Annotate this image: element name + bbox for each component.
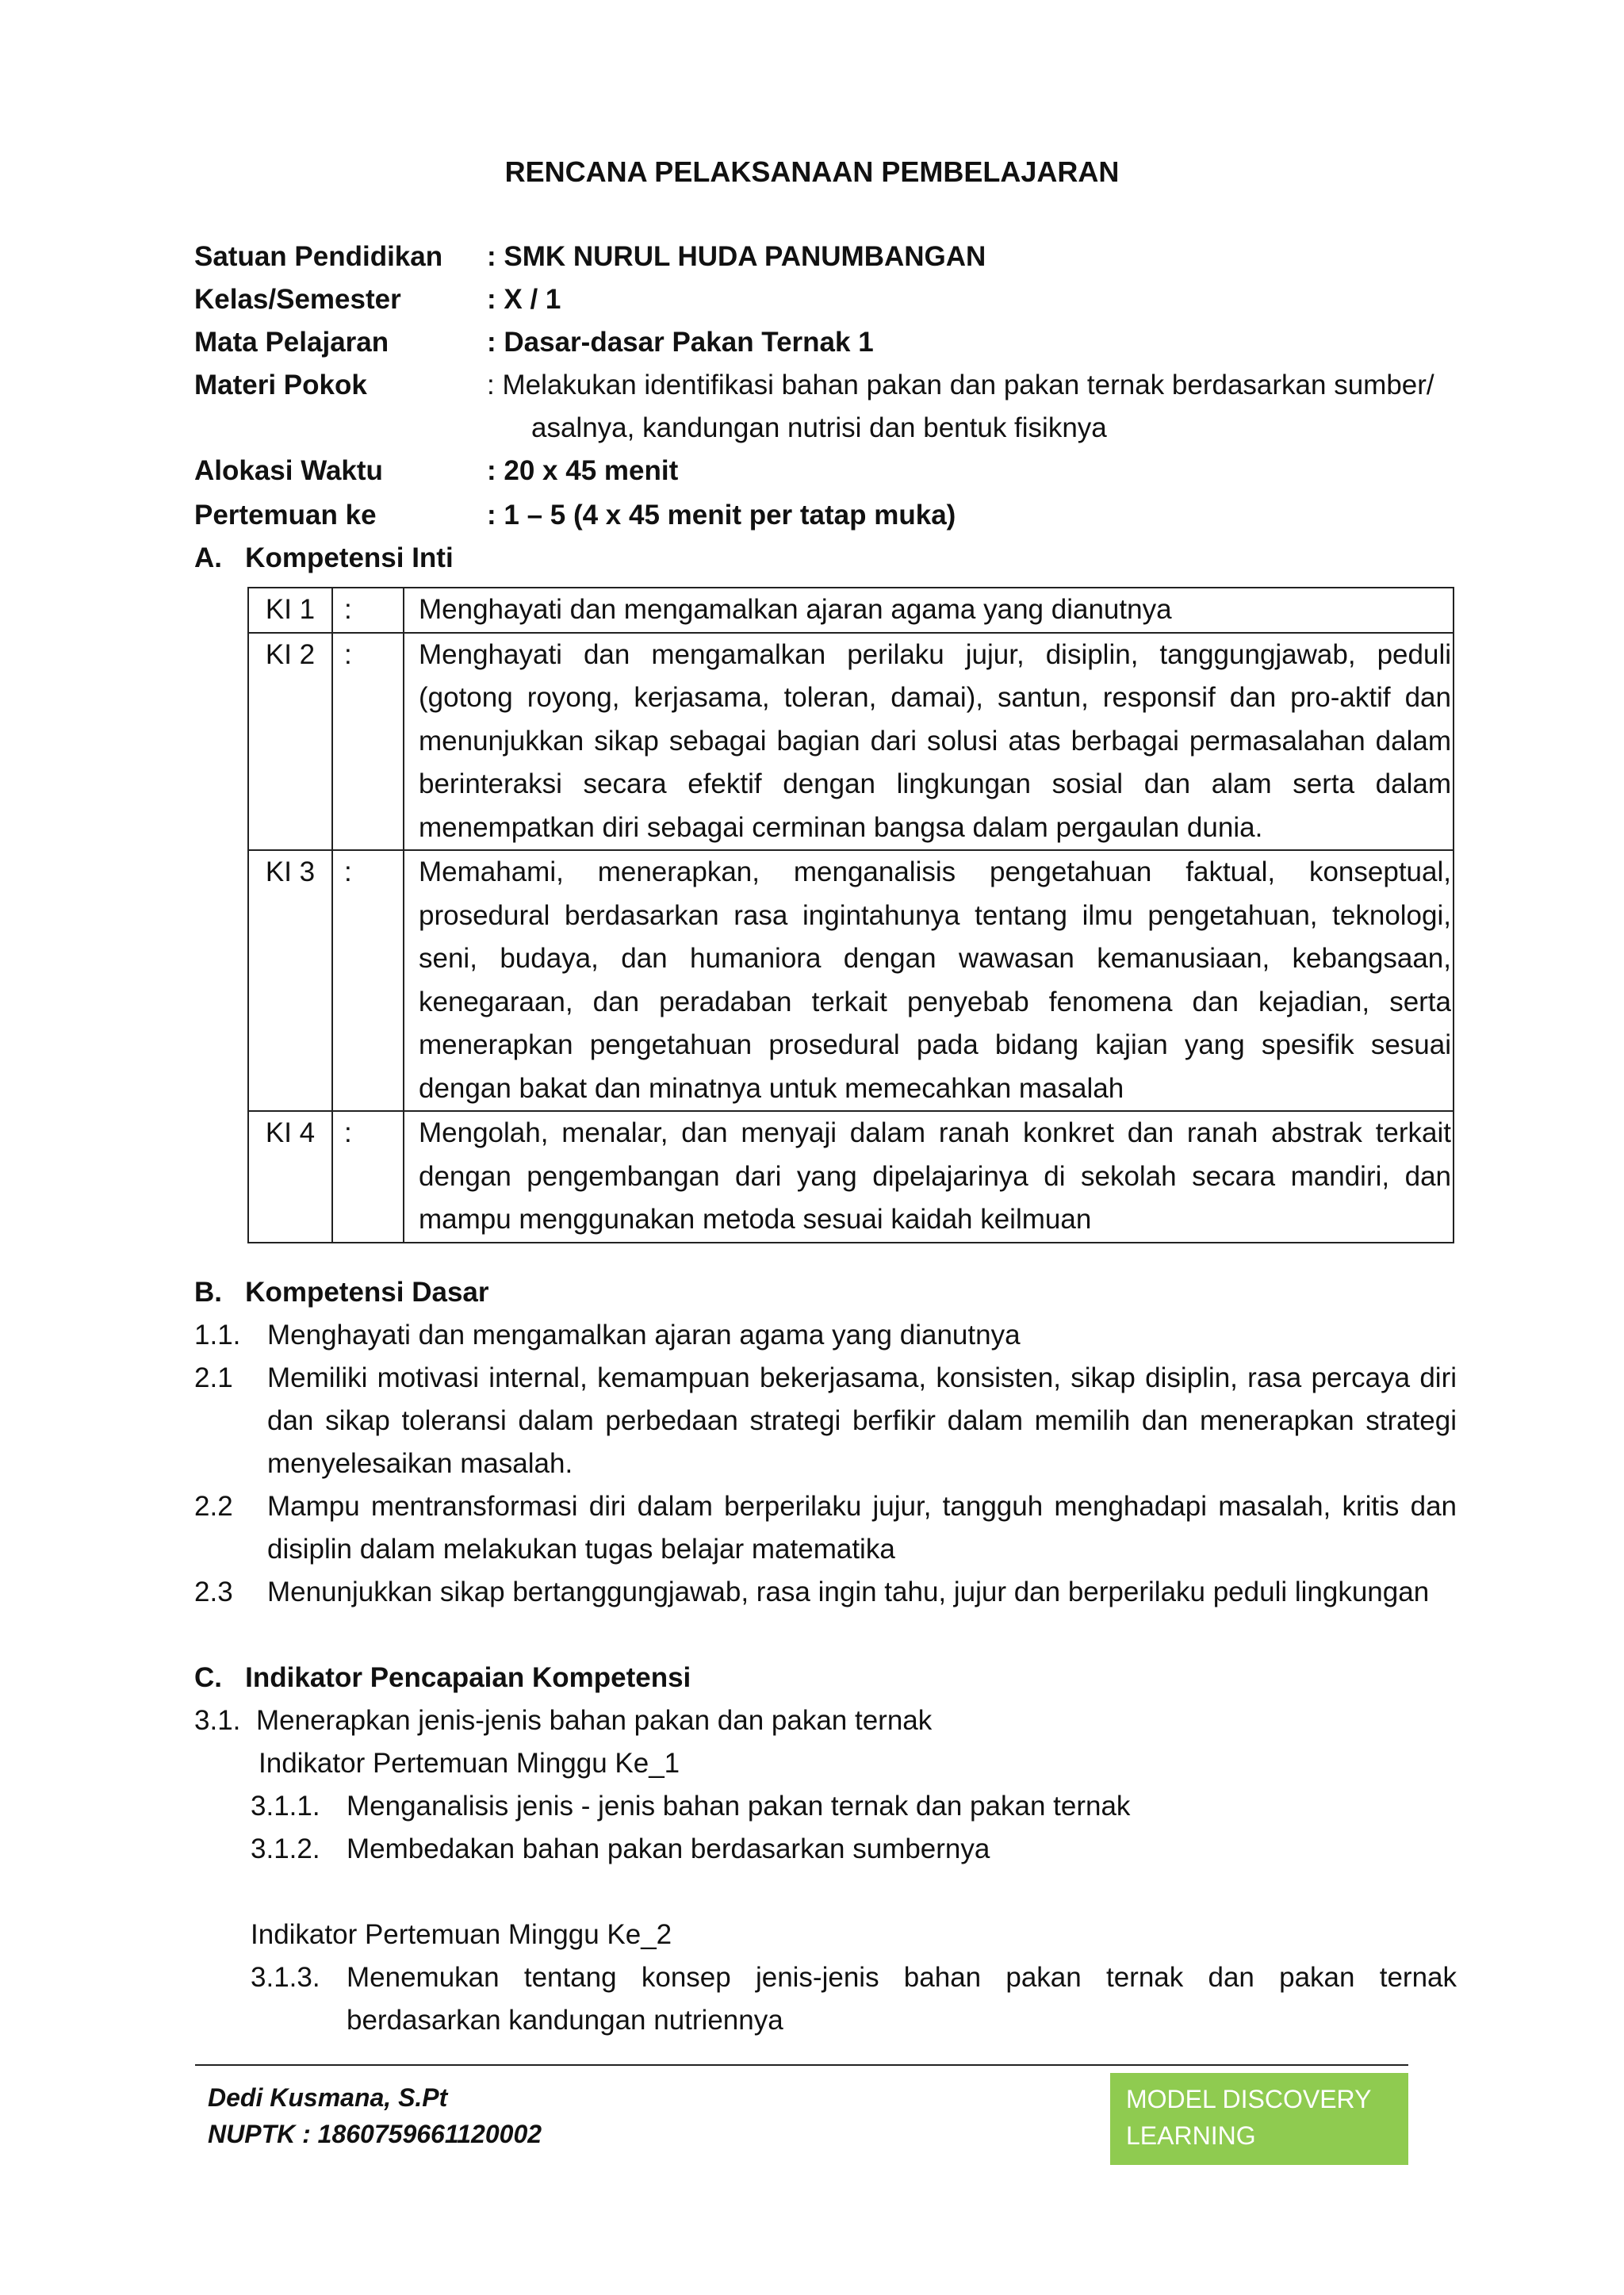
ki-sep: : — [332, 850, 404, 1111]
label-alokasi-waktu: Alokasi Waktu — [194, 455, 383, 486]
ki-code: KI 4 — [248, 1111, 332, 1243]
week1-label: Indikator Pertemuan Minggu Ke_1 — [259, 1748, 680, 1779]
ki-table — [247, 587, 1454, 1243]
table-row — [248, 850, 1454, 1111]
ki-text: Menghayati dan mengamalkan ajaran agama yang dianutnya — [404, 588, 1454, 633]
sub-indicator-text: Membedakan bahan pakan berdasarkan sumbernya — [347, 1833, 990, 1864]
label-materi-pokok: Materi Pokok — [194, 370, 367, 400]
model-badge — [1110, 2073, 1408, 2165]
ki-sep: : — [332, 633, 404, 851]
value-mata-pelajaran: : Dasar-dasar Pakan Ternak 1 — [487, 327, 874, 358]
sub-indicator-number: 3.1.1. — [251, 1791, 320, 1822]
model-badge-line2: LEARNING — [1126, 2121, 1256, 2150]
sub-indicator-text: Menemukan tentang konsep jenis-jenis bahan pakan ternak dan pakan ternak berdasarkan kandungan nutriennya — [347, 1962, 1457, 2036]
week2-label: Indikator Pertemuan Minggu Ke_2 — [251, 1919, 672, 1950]
ki-text: Menghayati dan mengamalkan perilaku jujur, disiplin, tanggungjawab, peduli (gotong royong, kerjasama, toleran, damai), santun, responsif dan pro-aktif dan menunjukkan sikap sebagai bagian dari solusi atas berbagai permasalahan dalam berinteraksi secara efektif dengan lingkungan sosial dan alam serta dalam menempatkan diri sebagai cerminan bangsa dalam pergaulan dunia. — [404, 633, 1454, 851]
section-c-heading: C. Indikator Pencapaian Kompetensi — [194, 1662, 691, 1693]
kd-text: Menghayati dan mengamalkan ajaran agama yang dianutnya — [267, 1320, 1021, 1351]
value-alokasi-waktu: : 20 x 45 menit — [487, 455, 679, 486]
ki-sep: : — [332, 588, 404, 633]
sub-indicator-number: 3.1.2. — [251, 1833, 320, 1864]
kd-number: 2.3 — [194, 1577, 233, 1607]
kd-number: 2.1 — [194, 1362, 233, 1393]
table-row — [248, 633, 1454, 851]
ki-sep: : — [332, 1111, 404, 1243]
kd-number: 1.1. — [194, 1320, 241, 1351]
model-badge-line1: MODEL DISCOVERY — [1126, 2085, 1372, 2113]
footer-divider — [195, 2064, 1408, 2066]
label-pertemuan-ke: Pertemuan ke — [194, 500, 377, 531]
kd-text: Mampu mentransformasi diri dalam berperilaku jujur, tangguh menghadapi masalah, kritis dan disiplin dalam melakukan tugas belajar matematika — [267, 1491, 1457, 1565]
value-satuan-pendidikan: : SMK NURUL HUDA PANUMBANGAN — [487, 241, 986, 272]
footer-author: Dedi Kusmana, S.Pt — [208, 2083, 448, 2112]
value-kelas-semester: : X / 1 — [487, 284, 561, 315]
table-row — [248, 588, 1454, 633]
ki-text: Mengolah, menalar, dan menyaji dalam ranah konkret dan ranah abstrak terkait dengan pengembangan dari yang dipelajarinya di sekolah secara mandiri, dan mampu menggunakan metoda sesuai kaidah keilmuan — [404, 1111, 1454, 1243]
ki-code: KI 1 — [248, 588, 332, 633]
footer-nuptk: NUPTK : 1860759661120002 — [208, 2120, 542, 2148]
ki-text: Memahami, menerapkan, menganalisis pengetahuan faktual, konseptual, prosedural berdasarkan rasa ingintahunya tentang ilmu pengetahuan, teknologi, seni, budaya, dan humaniora dengan wawasan kemanusiaan, kebangsaan, kenegaraan, dan peradaban terkait penyebab fenomena dan kejadian, serta menerapkan pengetahuan prosedural pada bidang kajian yang spesifik sesuai dengan bakat dan minatnya untuk memecahkan masalah — [404, 850, 1454, 1111]
value-materi-pokok-cont: asalnya, kandungan nutrisi dan bentuk fisiknya — [531, 412, 1107, 443]
sub-indicator-text: Menganalisis jenis - jenis bahan pakan ternak dan pakan ternak — [347, 1791, 1131, 1822]
kd-number: 2.2 — [194, 1491, 233, 1522]
ki-code: KI 3 — [248, 850, 332, 1111]
label-mata-pelajaran: Mata Pelajaran — [194, 327, 389, 358]
indicator-number: 3.1. — [194, 1705, 241, 1736]
page-title: RENCANA PELAKSANAAN PEMBELAJARAN — [504, 155, 1120, 188]
ki-code: KI 2 — [248, 633, 332, 851]
label-kelas-semester: Kelas/Semester — [194, 284, 401, 315]
kd-text: Menunjukkan sikap bertanggungjawab, rasa ingin tahu, jujur dan berperilaku peduli lingkungan — [267, 1577, 1430, 1607]
section-a-heading: A. Kompetensi Inti — [194, 542, 454, 573]
table-row — [248, 1111, 1454, 1243]
value-pertemuan-ke: : 1 – 5 (4 x 45 menit per tatap muka) — [487, 500, 956, 531]
section-b-heading: B. Kompetensi Dasar — [194, 1277, 489, 1308]
kd-text: Memiliki motivasi internal, kemampuan bekerjasama, konsisten, sikap disiplin, rasa percaya diri dan sikap toleransi dalam perbedaan strategi berfikir dalam memilih dan menerapkan strategi menyelesaikan masalah. — [267, 1362, 1457, 1479]
indicator-text: Menerapkan jenis-jenis bahan pakan dan pakan ternak — [256, 1705, 933, 1736]
label-satuan-pendidikan: Satuan Pendidikan — [194, 241, 443, 272]
sub-indicator-number: 3.1.3. — [251, 1962, 320, 1993]
value-materi-pokok: : Melakukan identifikasi bahan pakan dan pakan ternak berdasarkan sumber/ — [487, 370, 1434, 400]
